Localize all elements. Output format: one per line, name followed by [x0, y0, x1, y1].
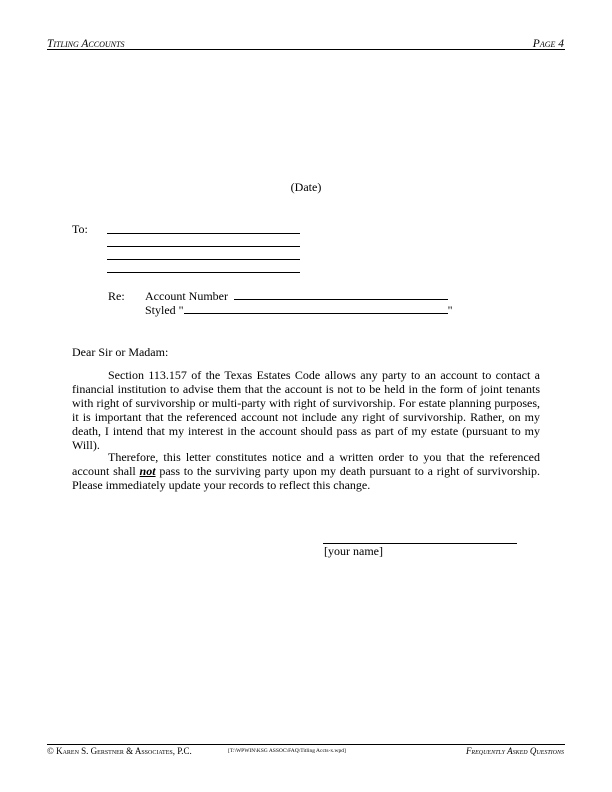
account-number-blank	[234, 299, 448, 300]
to-label: To:	[72, 222, 88, 236]
paragraph-2-text-start: Therefore, this letter constitutes notice and a written order to you that the referenced account shall	[72, 450, 540, 478]
address-blank-line-1	[107, 233, 300, 234]
letter-date: (Date)	[290, 180, 322, 194]
body-paragraph-2	[72, 450, 540, 492]
footer-section-title: Frequently Asked Questions	[465, 746, 564, 756]
account-number-label: Account Number	[145, 289, 228, 303]
styled-label: Styled "	[145, 303, 184, 317]
styled-line	[145, 303, 452, 318]
address-blank-line-3	[107, 259, 300, 260]
salutation: Dear Sir or Madam:	[72, 345, 169, 359]
address-blank-line-4	[107, 272, 300, 273]
header-rule	[47, 49, 565, 50]
body-paragraph-1: Section 113.157 of the Texas Estates Code allows any party to an account to contact a financial institution to advise them that the account is not to be held in the form of joint tenants with right of survivorship or multi-party with right of survivorship. For estate planning purposes, it is important that the referenced account not include any right of survivorship. Rather, on my death, I intend that my interest in the account should pass as part of my estate (pursuant to my Will).	[72, 368, 540, 452]
re-label: Re:	[108, 289, 125, 303]
signature-name: [your name]	[324, 544, 383, 558]
footer-copyright: © Karen S. Gerstner & Associates, P.C.	[47, 746, 192, 756]
paragraph-2-emphasis: not	[139, 464, 156, 478]
footer-file-path: [T:\WPWIN\KSG ASSOC\FAQ\Titling Accts-x.wpd]	[228, 748, 346, 754]
footer-rule	[47, 744, 565, 745]
account-number-line	[145, 289, 448, 304]
header-page-number: Page 4	[532, 38, 564, 50]
styled-close-quote: "	[447, 303, 453, 317]
address-blank-line-2	[107, 246, 300, 247]
header-title: Titling Accounts	[47, 38, 125, 50]
styled-blank	[184, 313, 448, 314]
paragraph-2-text-end: pass to the surviving party upon my death pursuant to a right of survivorship. Please immediately update your records to reflect this change.	[72, 464, 540, 492]
